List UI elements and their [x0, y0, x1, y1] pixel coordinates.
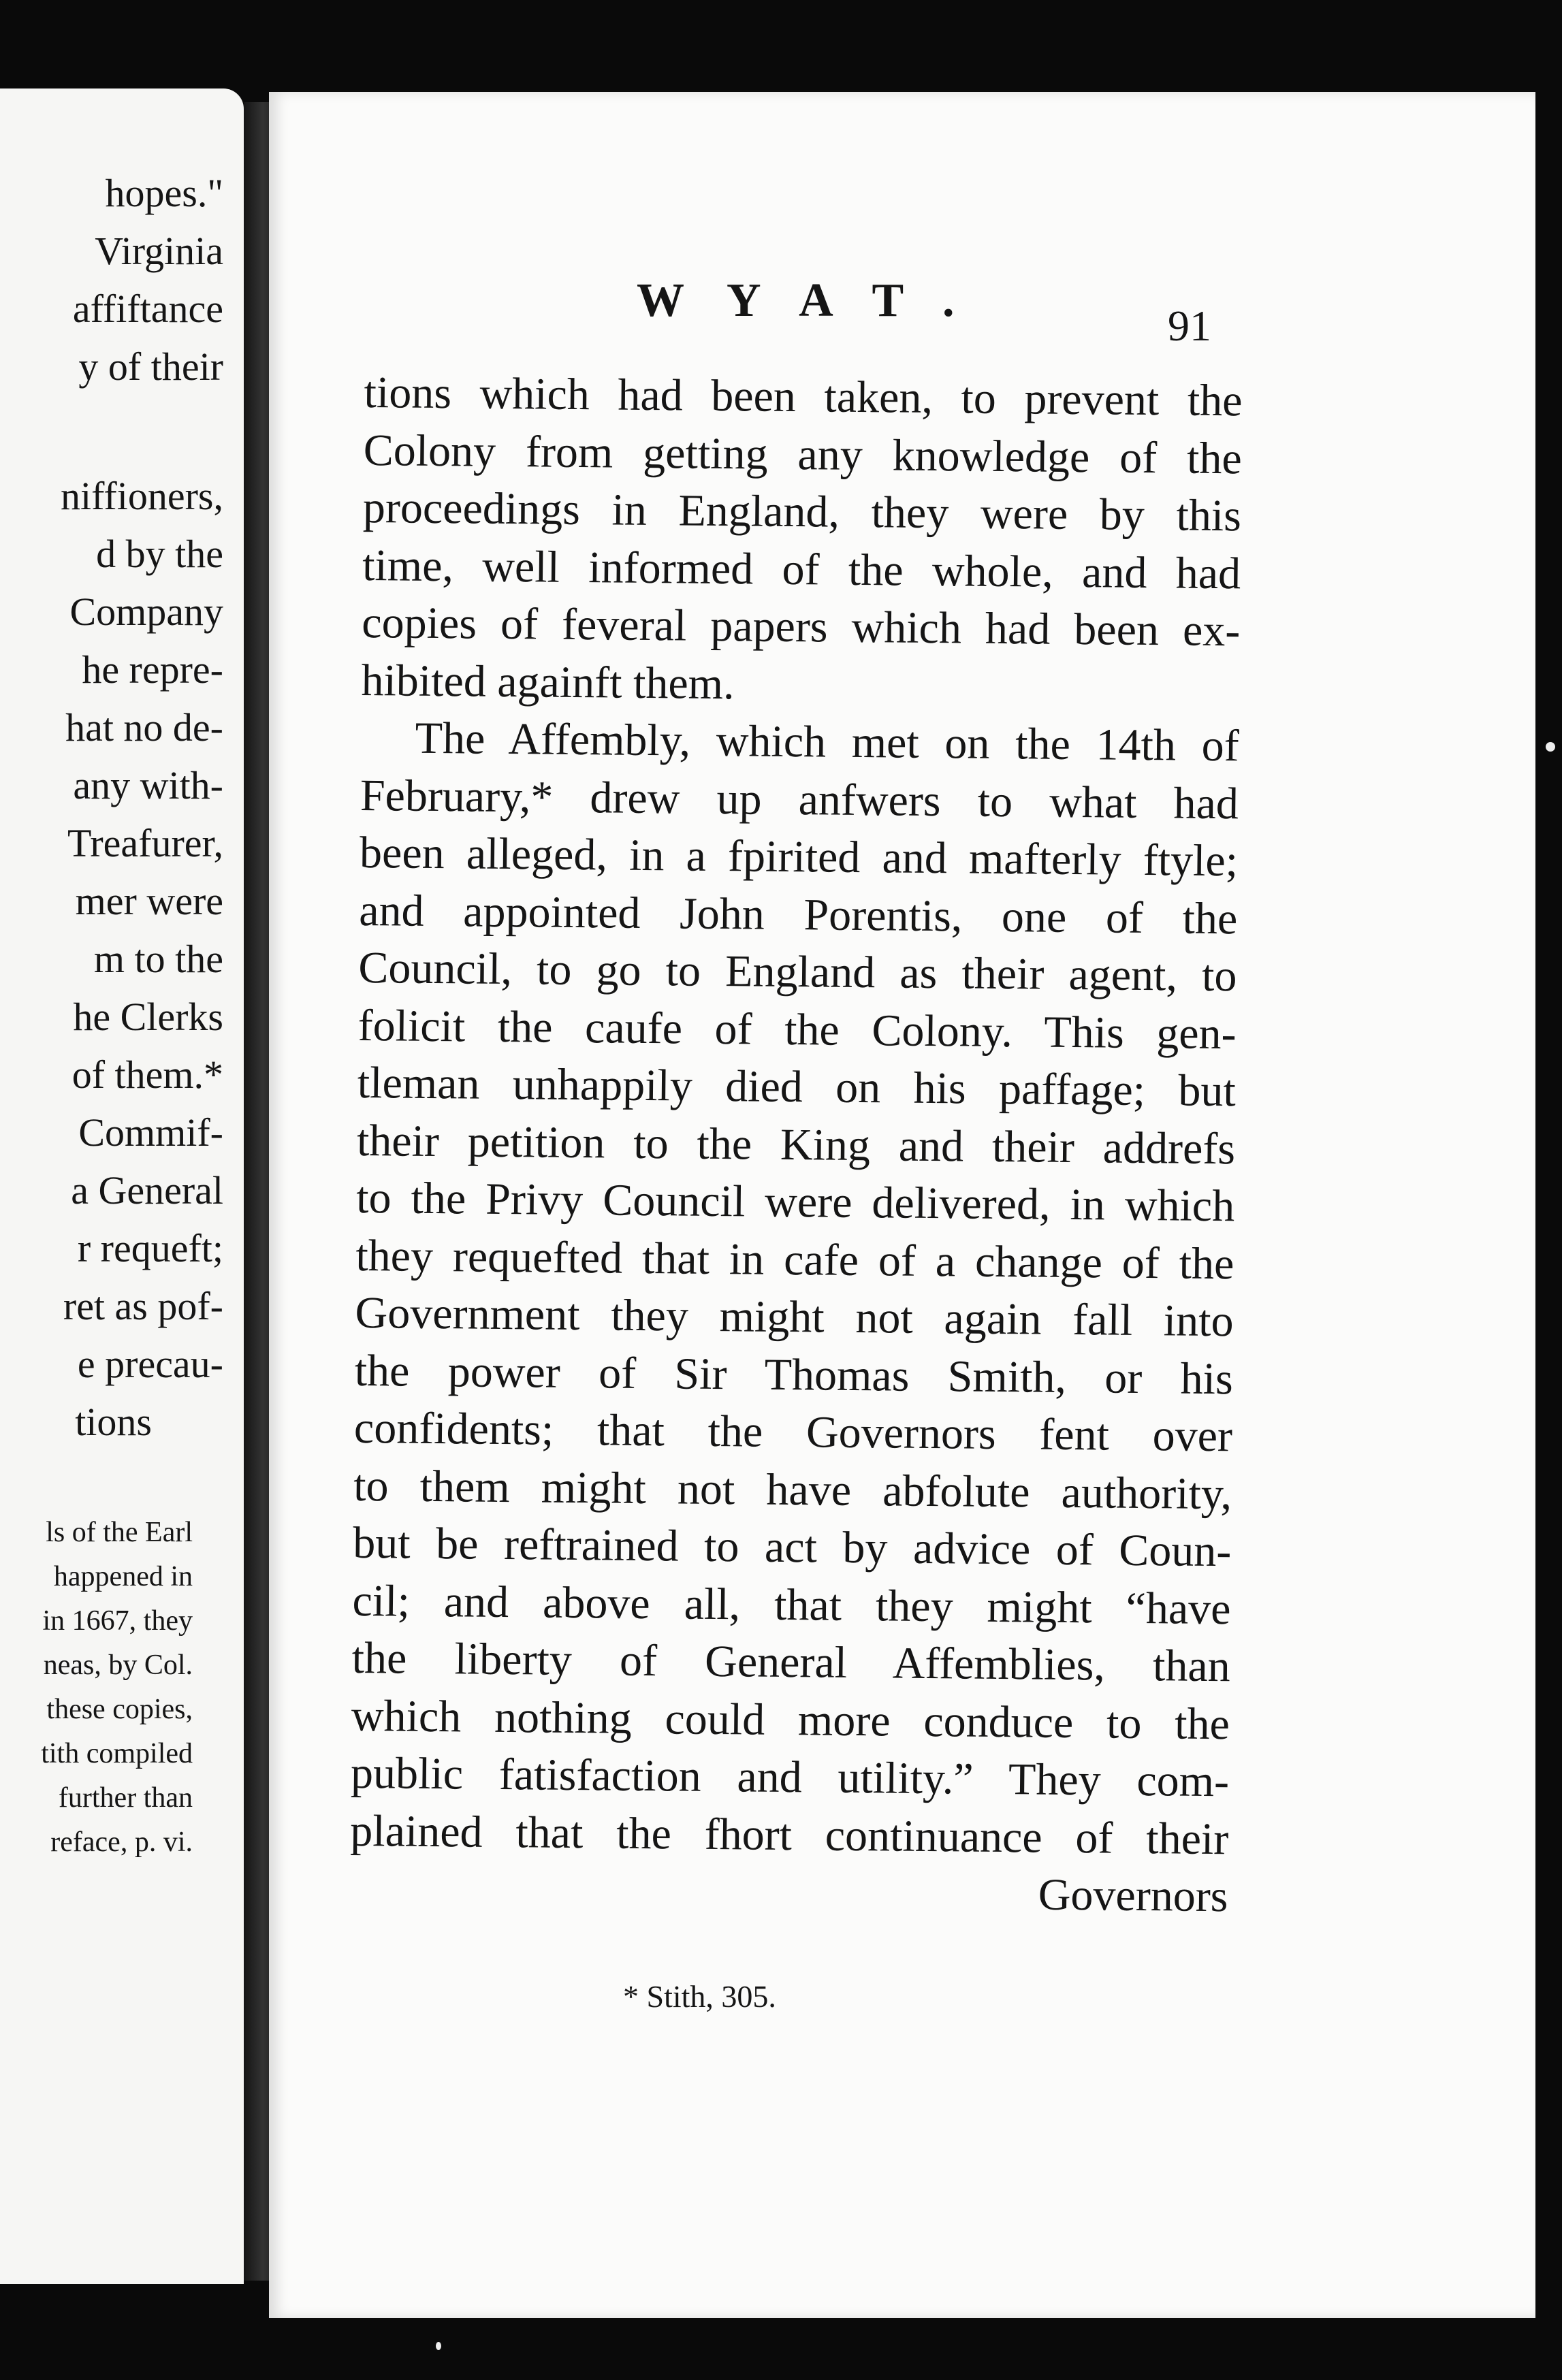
left-page-line: Commif- [78, 1110, 223, 1155]
left-page-line: ret as pof- [63, 1284, 223, 1328]
text-line: the liberty of General Affemblies, than [351, 1633, 1231, 1692]
left-page-line: Treafurer, [67, 821, 223, 865]
text-line: but be reftrained to act by advice of Coun- [353, 1517, 1232, 1577]
left-page-line: he Clerks [73, 995, 223, 1039]
text-line: to them might not have abfolute authority, [353, 1460, 1232, 1519]
book-page [269, 92, 1535, 2318]
text-line: to the Privy Council were delivered, in which [355, 1172, 1235, 1232]
left-page-footnote-line: further than [58, 1782, 193, 1814]
left-page-line: e precau- [77, 1342, 223, 1386]
left-page-line: d by the [96, 532, 223, 576]
left-page-footnote-line: reface, p. vi. [50, 1827, 193, 1858]
text-line: time, well informed of the whole, and had [362, 540, 1241, 598]
text-line: The Affembly, which met on the 14th of [415, 713, 1240, 771]
left-page-footnote-line: in 1667, they [42, 1605, 193, 1637]
left-page-footnote-line: happened in [53, 1561, 193, 1592]
text-line: Council, to go to England as their agent, to [358, 942, 1237, 1001]
left-page-line: tions [75, 1400, 152, 1444]
footnote: * Stith, 305. [623, 1979, 776, 2014]
left-page-footnote-line: ls of the Earl [46, 1517, 193, 1548]
left-page-line: r requeft; [77, 1226, 223, 1270]
scan-speck [436, 2342, 441, 2350]
scan-speck [1546, 742, 1555, 752]
left-page-line: affiftance [72, 287, 223, 331]
text-line: confidents; that the Governors fent over [353, 1402, 1233, 1462]
left-page-footnote-line: these copies, [46, 1694, 193, 1725]
left-page-line: mer were [75, 879, 223, 923]
text-line: folicit the caufe of the Colony. This gen- [357, 1000, 1237, 1059]
catchword: Governors [1038, 1869, 1228, 1922]
left-page-line: he repre- [82, 647, 223, 692]
left-page-line: any with- [73, 763, 223, 807]
left-page-line: a General [71, 1168, 223, 1212]
left-page-line: Virginia [95, 229, 223, 273]
text-line: Colony from getting any knowledge of the [363, 425, 1243, 483]
left-page-footnote-line: neas, by Col. [43, 1650, 193, 1681]
text-line: tleman unhappily died on his paffage; but [357, 1057, 1237, 1116]
text-line: copies of feveral papers which had been ex- [362, 597, 1241, 656]
text-line: tions which had been taken, to prevent the [364, 367, 1243, 426]
left-page-line: niffioners, [61, 474, 223, 518]
text-line: they requefted that in cafe of a change of the [355, 1230, 1234, 1289]
previous-page-fragment [0, 89, 244, 2284]
page-number: 91 [1168, 302, 1211, 350]
left-page-line: y of their [78, 344, 223, 389]
left-page-line: hopes." [105, 171, 223, 215]
running-head: WYAT. [637, 274, 997, 327]
text-line: cil; and above all, that they might “have [352, 1575, 1231, 1634]
text-line: public fatisfaction and utility.” They com- [350, 1748, 1230, 1807]
text-line: Government they might not again fall into [355, 1287, 1234, 1347]
left-page-line: Company [69, 590, 223, 634]
text-line: hibited againft them. [361, 655, 735, 709]
left-page-line: m to the [93, 937, 223, 981]
left-page-line: of them.* [71, 1052, 223, 1097]
text-line: the power of Sir Thomas Smith, or his [354, 1345, 1234, 1404]
left-page-footnote-line: tith compiled [41, 1738, 193, 1769]
body-text [349, 364, 1243, 1926]
text-line: February,* drew up anfwers to what had [360, 770, 1239, 829]
text-line: proceedings in England, they were by this [362, 482, 1242, 541]
text-line: and appointed John Porentis, one of the [358, 885, 1238, 944]
text-line: which nothing could more conduce to the [351, 1690, 1230, 1749]
text-line: been alleged, in a fpirited and mafterly ftyle; [359, 827, 1239, 886]
text-line: plained that the fhort continuance of their [349, 1805, 1229, 1864]
left-page-line: hat no de- [65, 705, 223, 750]
text-line: their petition to the King and their addrefs [356, 1115, 1236, 1174]
